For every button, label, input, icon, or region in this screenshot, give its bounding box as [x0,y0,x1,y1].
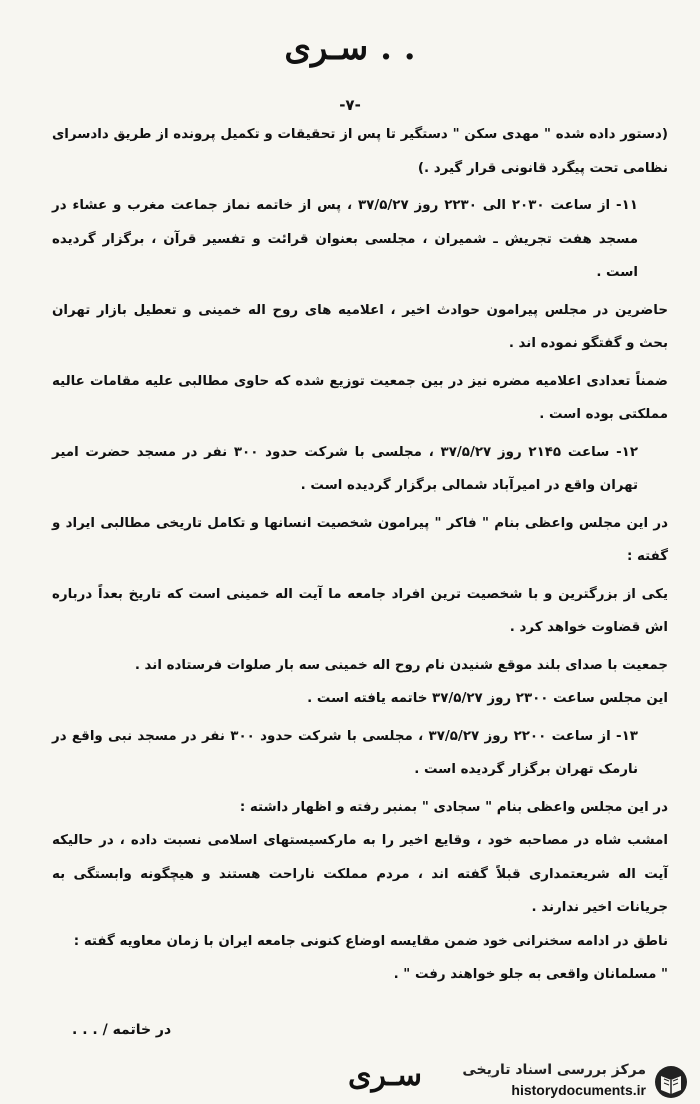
paragraph-comparison: ناطق در ادامه سخنرانی خود ضمن مقایسه اوضاع کنونی جامعه ایران با زمان معاویه گفته : [73,933,668,949]
paragraph-salavat: جمعیت با صدای بلند موقع شنیدن نام روح اله خمینی سه بار صلوات فرستاده اند . [134,657,668,673]
paragraph-final-quote: " مسلمانان واقعی به جلو خواهند رفت " . [393,967,668,982]
document-body [52,118,668,992]
paragraph-meeting-end: این مجلس ساعت ۲۳۰۰ روز ۳۷/۵/۲۷ خاتمه یافته است . [307,691,668,706]
archive-name: مرکز بررسی اسناد تاریخی [462,1062,646,1078]
paragraph-speaker-sajjadi: در این مجلس واعظی بنام " سجادی " بمنبر رفته و اظهار داشته : [239,799,668,815]
continuation-note: در خاتمه / . . . [72,1022,172,1038]
paragraph-leaflets: ضمناً تعدادی اعلامیه مضره نیز در بین جمعیت توزیع شده که حاوی مطالبی علیه مقامات عالیه مملکتی بوده است . [52,373,668,422]
archive-watermark [430,1062,690,1102]
paragraph-item-13: ۱۳- از ساعت ۲۲۰۰ روز ۳۷/۵/۲۷ ، مجلسی با شرکت حدود ۳۰۰ نفر در مسجد نبی واقع در نارمک تهران برگزار گردیده است . [52,728,638,777]
paragraph-item-12: ۱۲- ساعت ۲۱۴۵ روز ۳۷/۵/۲۷ ، مجلسی با شرکت حدود ۳۰۰ نفر در مسجد حضرت امیر تهران واقع در امیرآباد شمالی برگزار گردیده است . [52,444,638,493]
book-logo-icon [652,1064,690,1100]
archive-url: historydocuments.ir [511,1082,646,1098]
paragraph-shah-interview: امشب شاه در مصاحبه خود ، وقایع اخیر را به مارکسیستهای اسلامی نسبت داده ، در حالیکه آیت اله شریعتمداری قبلاً گفته اند ، مردم مملکت ناراحت هستند و هیچگونه وابستگی به جریانات اخیر ندارند . [52,833,668,915]
paragraph-order: (دستور داده شده " مهدی سکن " دستگیر تا پس از تحقیقات و تکمیل پرونده از طریق دادسرای نظامی تحت پیگرد قانونی قرار گیرد .) [52,127,668,176]
page-number: -۷- [339,96,361,114]
paragraph-attendees: حاضرین در مجلس پیرامون حوادث اخیر ، اعلامیه های روح اله خمینی و تعطیل بازار تهران بحث و گفتگو نموده اند . [52,302,668,351]
paragraph-item-11: ۱۱- از ساعت ۲۰۳۰ الی ۲۲۳۰ روز ۳۷/۵/۲۷ ، پس از خاتمه نماز جماعت مغرب و عشاء در مسجد هفت تجریش ـ شمیران ، مجلسی بعنوان قرائت و تفسیر قرآن ، برگزار گردیده است . [52,198,638,280]
classification-header: سـری . . [284,28,416,68]
paragraph-quote-khomeini: یکی از بزرگترین و با شخصیت ترین افراد جامعه ما آیت اله خمینی است که تاریخ بعداً درباره اش قضاوت خواهد کرد . [52,586,668,635]
paragraph-speaker-faker: در این مجلس واعظی بنام " فاکر " پیرامون شخصیت انسانها و تکامل تاریخی مطالبی ایراد و گفته : [52,515,668,564]
classification-footer: سـری [348,1058,422,1093]
